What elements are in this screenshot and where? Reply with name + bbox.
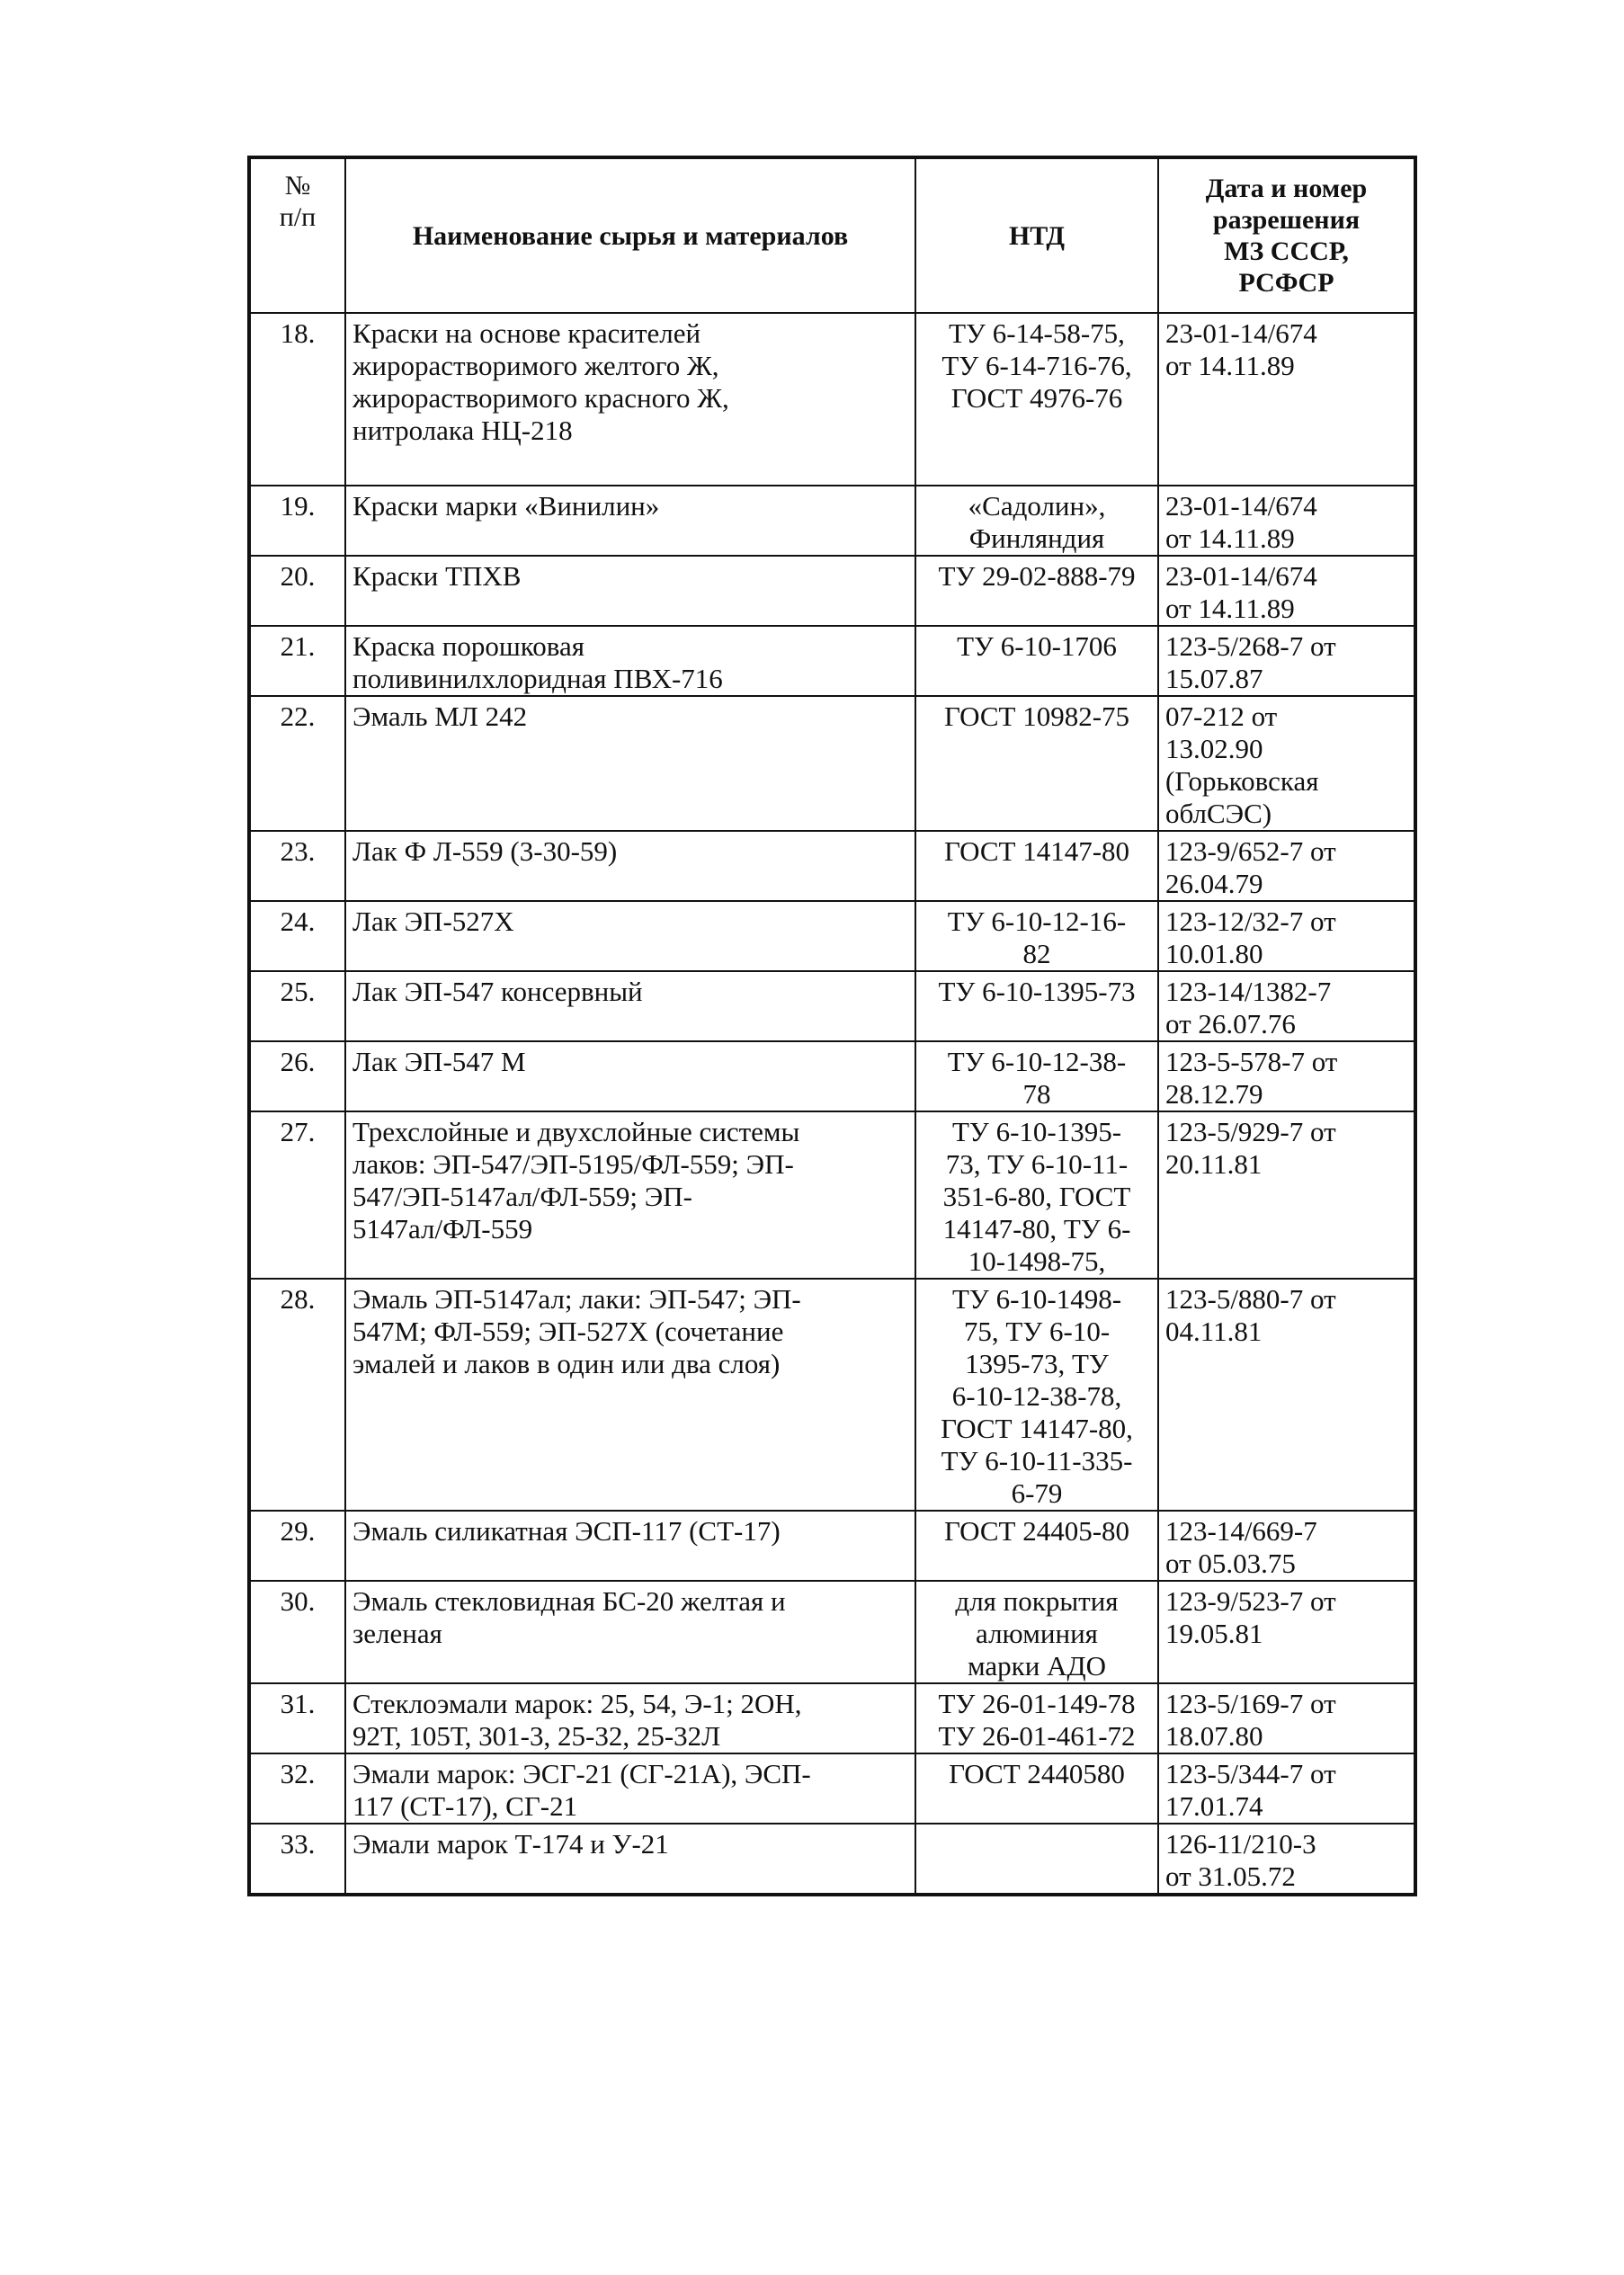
row-permission: 123-5/268-7 от 15.07.87 [1158, 626, 1415, 696]
row-ntd: ТУ 6-10-1498- 75, ТУ 6-10- 1395-73, ТУ 6-10-12-38-78, ГОСТ 14147-80, ТУ 6-10-11-335- 6-79 [915, 1279, 1158, 1511]
row-number: 31. [249, 1683, 345, 1753]
table-header [249, 157, 1415, 313]
row-ntd: ТУ 6-10-1395-73 [915, 971, 1158, 1041]
table-body [249, 313, 1415, 1895]
table-row [249, 1683, 1415, 1753]
row-name: Эмали марок: ЭСГ-21 (СГ-21А), ЭСП- 117 (СТ-17), СГ-21 [345, 1753, 915, 1824]
row-ntd: ТУ 6-10-1706 [915, 626, 1158, 696]
row-number: 19. [249, 486, 345, 556]
row-number: 23. [249, 831, 345, 901]
row-ntd: «Садолин», Финляндия [915, 486, 1158, 556]
row-name: Краски ТПХВ [345, 556, 915, 626]
row-permission: 123-5-578-7 от 28.12.79 [1158, 1041, 1415, 1111]
row-name: Лак Ф Л-559 (3-30-59) [345, 831, 915, 901]
row-ntd: ГОСТ 2440580 [915, 1753, 1158, 1824]
row-number: 22. [249, 696, 345, 831]
table-row [249, 1511, 1415, 1581]
row-number: 25. [249, 971, 345, 1041]
row-number: 32. [249, 1753, 345, 1824]
row-ntd: для покрытия алюминия марки АДО [915, 1581, 1158, 1683]
row-permission: 126-11/210-3 от 31.05.72 [1158, 1824, 1415, 1895]
row-ntd: ГОСТ 24405-80 [915, 1511, 1158, 1581]
row-ntd: ТУ 6-10-12-16- 82 [915, 901, 1158, 971]
row-permission: 123-14/669-7 от 05.03.75 [1158, 1511, 1415, 1581]
row-number: 18. [249, 313, 345, 486]
row-ntd [915, 1824, 1158, 1895]
row-number: 21. [249, 626, 345, 696]
table-row [249, 901, 1415, 971]
table-row [249, 1753, 1415, 1824]
row-permission: 123-5/344-7 от 17.01.74 [1158, 1753, 1415, 1824]
row-number: 26. [249, 1041, 345, 1111]
row-ntd: ТУ 6-10-1395- 73, ТУ 6-10-11- 351-6-80, ГОСТ 14147-80, ТУ 6- 10-1498-75, [915, 1111, 1158, 1279]
row-ntd: ТУ 6-14-58-75, ТУ 6-14-716-76, ГОСТ 4976-76 [915, 313, 1158, 486]
table-row [249, 486, 1415, 556]
header-permission: Дата и номер разрешения МЗ СССР, РСФСР [1158, 157, 1415, 313]
header-number: № п/п [249, 157, 345, 313]
row-permission: 123-5/169-7 от 18.07.80 [1158, 1683, 1415, 1753]
row-name: Эмаль силикатная ЭСП-117 (СТ-17) [345, 1511, 915, 1581]
row-ntd: ГОСТ 14147-80 [915, 831, 1158, 901]
row-permission: 23-01-14/674 от 14.11.89 [1158, 313, 1415, 486]
table-row [249, 626, 1415, 696]
row-ntd: ТУ 26-01-149-78 ТУ 26-01-461-72 [915, 1683, 1158, 1753]
row-number: 20. [249, 556, 345, 626]
header-row [249, 157, 1415, 313]
row-name: Лак ЭП-547 консервный [345, 971, 915, 1041]
row-permission: 23-01-14/674 от 14.11.89 [1158, 556, 1415, 626]
row-name: Лак ЭП-527Х [345, 901, 915, 971]
table-row [249, 313, 1415, 486]
row-number: 24. [249, 901, 345, 971]
row-permission: 07-212 от 13.02.90 (Горьковская облСЭС) [1158, 696, 1415, 831]
table-row [249, 831, 1415, 901]
row-name: Трехслойные и двухслойные системы лаков: ЭП-547/ЭП-5195/ФЛ-559; ЭП- 547/ЭП-5147ал/ФЛ-559; ЭП- 5147ал/ФЛ-559 [345, 1111, 915, 1279]
row-permission: 123-9/652-7 от 26.04.79 [1158, 831, 1415, 901]
row-name: Эмаль ЭП-5147ал; лаки: ЭП-547; ЭП- 547М; ФЛ-559; ЭП-527Х (сочетание эмалей и лаков в один или два слоя) [345, 1279, 915, 1511]
table-row [249, 696, 1415, 831]
row-number: 27. [249, 1111, 345, 1279]
row-name: Краски марки «Винилин» [345, 486, 915, 556]
row-permission: 23-01-14/674 от 14.11.89 [1158, 486, 1415, 556]
table-row [249, 1041, 1415, 1111]
materials-table [247, 156, 1417, 1896]
row-name: Стеклоэмали марок: 25, 54, Э-1; 2ОН, 92Т, 105Т, 301-3, 25-32, 25-32Л [345, 1683, 915, 1753]
row-name: Краска порошковая поливинилхлоридная ПВХ-716 [345, 626, 915, 696]
row-number: 33. [249, 1824, 345, 1895]
row-ntd: ГОСТ 10982-75 [915, 696, 1158, 831]
table-row [249, 1111, 1415, 1279]
row-permission: 123-5/929-7 от 20.11.81 [1158, 1111, 1415, 1279]
row-number: 29. [249, 1511, 345, 1581]
table-row [249, 1824, 1415, 1895]
row-permission: 123-9/523-7 от 19.05.81 [1158, 1581, 1415, 1683]
row-name: Краски на основе красителей жирорастворимого желтого Ж, жирорастворимого красного Ж, нитролака НЦ-218 [345, 313, 915, 486]
row-ntd: ТУ 6-10-12-38- 78 [915, 1041, 1158, 1111]
row-number: 30. [249, 1581, 345, 1683]
row-ntd: ТУ 29-02-888-79 [915, 556, 1158, 626]
table-row [249, 971, 1415, 1041]
row-name: Эмаль МЛ 242 [345, 696, 915, 831]
table-row [249, 1581, 1415, 1683]
header-ntd: НТД [915, 157, 1158, 313]
row-number: 28. [249, 1279, 345, 1511]
row-permission: 123-14/1382-7 от 26.07.76 [1158, 971, 1415, 1041]
table-row [249, 1279, 1415, 1511]
header-name: Наименование сырья и материалов [345, 157, 915, 313]
row-name: Эмаль стекловидная БС-20 желтая и зеленая [345, 1581, 915, 1683]
row-permission: 123-5/880-7 от 04.11.81 [1158, 1279, 1415, 1511]
row-name: Эмали марок Т-174 и У-21 [345, 1824, 915, 1895]
row-permission: 123-12/32-7 от 10.01.80 [1158, 901, 1415, 971]
table-row [249, 556, 1415, 626]
row-name: Лак ЭП-547 М [345, 1041, 915, 1111]
